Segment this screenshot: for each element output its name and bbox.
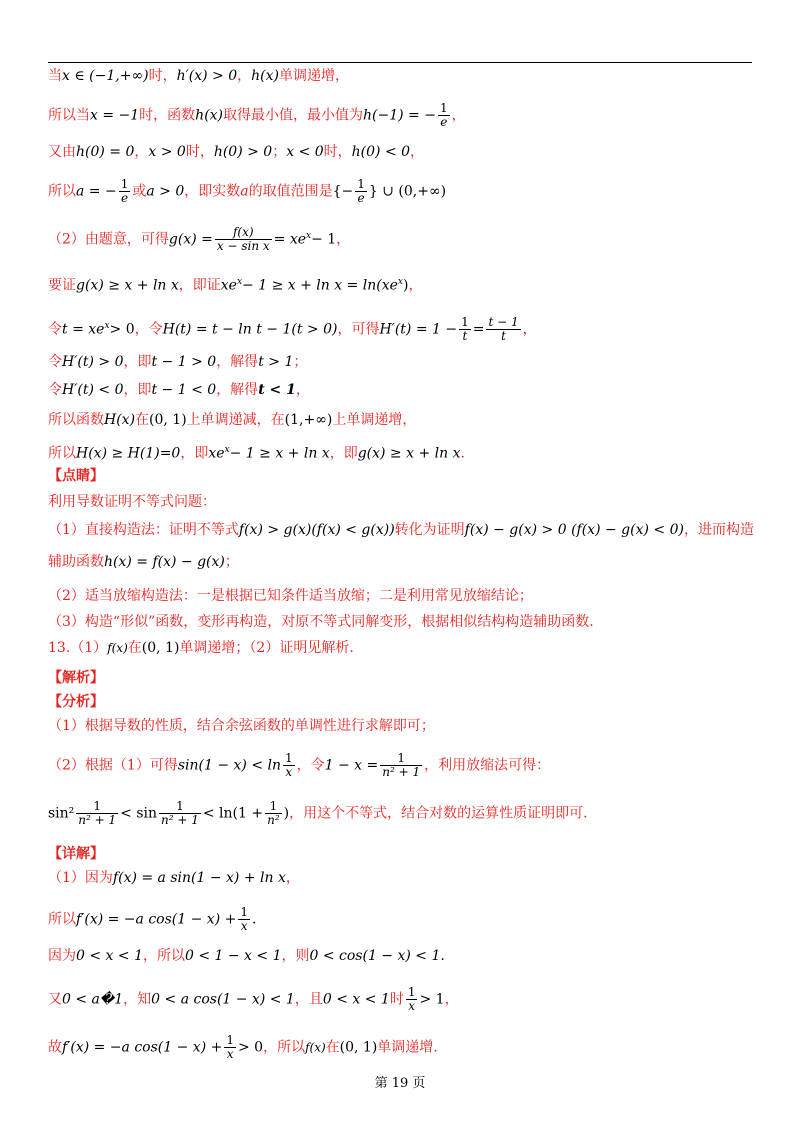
text-line: （3）构造“形似”函数，变形再构造，对原不等式同解变形，根据相似结构构造辅助函数. (48, 614, 594, 630)
top-rule (48, 62, 752, 63)
fraction: $\frac{1}{e}$ (439, 101, 448, 129)
section-heading: 【解析】 (48, 670, 104, 686)
section-heading: 【详解】 (48, 846, 104, 862)
fraction: $\frac{1}{\text{n² + 1}}$ (382, 751, 421, 779)
fraction: $\frac{1}{e}$ (357, 177, 365, 205)
section-heading: 【点睛】 (48, 468, 104, 484)
text-line: 所以函数H(x)在(0, 1)上单调递减，在(1,+∞)上单调递增， (48, 412, 417, 428)
text-line: 又0 < a�1，知0 < a cos(1 − x) < 1，且0 < x < 1时 $\frac{1}{x}$ > 1， (48, 985, 459, 1013)
section-heading: 【分析】 (48, 694, 104, 710)
fraction: $\frac{f(x)}{\text{x − sin x}}$ (216, 225, 270, 254)
text-line: （1）因为f(x) = a sin(1 − x) + ln x， (48, 870, 300, 886)
fraction: $\frac{1}{\text{n²}}$ (267, 799, 280, 827)
text-line: 所以a = − $\frac{1}{e}$ 或a > 0，即实数a的取值范围是{− $\frac{1}{e}$ } ∪ (0,+∞) (48, 177, 447, 205)
fraction: $\frac{1}{x}$ (226, 1033, 234, 1061)
text-line: 要证g(x) ≥ x + ln x，即证$xe^x- 1 \ge x + \ln x = \ln(xe^x)$， (48, 277, 423, 294)
fraction: $\frac{t - 1}{t}$ (488, 315, 519, 344)
text-line: 辅助函数h(x) = f(x) − g(x)； (48, 554, 239, 570)
text-line: 所以f′(x) = −a cos(1 − x) + $\frac{1}{x}$ . (48, 905, 257, 933)
fraction: $\frac{1}{x}$ (407, 985, 416, 1013)
text-line: （1）直接构造法：证明不等式f(x) > g(x)(f(x) < g(x))转化为证明f(x) − g(x) > 0 (f(x) − g(x) < 0)，进而构造 (48, 522, 754, 538)
text-line: 令H′(t) < 0，即t − 1 < 0，解得t < 1， (48, 382, 310, 398)
text-line: （2）由题意，可得g(x) = $\frac{f(x)}{\text{x − sin x}}$ = $xe^x- 1$， (48, 225, 351, 254)
text-line: 因为0 < x < 1，所以0 < 1 − x < 1，则0 < cos(1 − x) < 1. (48, 948, 445, 964)
fraction: $\frac{1}{x}$ (285, 751, 293, 779)
text-line: 故f′(x) = −a cos(1 − x) + $\frac{1}{x}$ > 0，所以f(x)在(0, 1)单调递增. (48, 1033, 438, 1061)
fraction: $\frac{1}{\text{n² + 1}}$ (161, 799, 199, 827)
page-number: 第 19 页 (374, 1076, 426, 1091)
fraction: $\frac{1}{e}$ (120, 177, 129, 205)
text-line: 当x ∈ (−1,+∞)时，h′(x) > 0，h(x)单调递增， (48, 68, 349, 84)
text-line: sin² $\frac{1}{\text{n² + 1}}$ < sin $\frac{1}{\text{n² + 1}}$ < ln(1 + $\frac{1}{\text{n²}}$ )，用这个不等式，结合对数的运算性质证明即可. (48, 799, 588, 827)
text-line: 令H′(t) > 0，即t − 1 > 0，解得t > 1； (48, 354, 308, 370)
text-line: 13.（1）f(x)在(0, 1)单调递增；（2）证明见解析. (48, 640, 354, 656)
text-line: （1）根据导数的性质，结合余弦函数的单调性进行求解即可； (48, 718, 435, 734)
fraction: $\frac{1}{\text{n² + 1}}$ (78, 799, 117, 827)
text-line: （2）适当放缩构造法：一是根据已知条件适当放缩；二是利用常见放缩结论； (48, 588, 533, 604)
text-line: （2）根据（1）可得sin(1 − x) < ln $\frac{1}{x}$ ，令1 − x = $\frac{1}{\text{n² + 1}}$ ，利用放缩法可得： (48, 751, 551, 779)
text-line: 所以H(x) ≥ H(1)=0，即$xe^x- 1 \ge x + \ln x$，即g(x) ≥ x + ln x. (48, 445, 465, 462)
fraction: $\frac{1}{t}$ (461, 315, 469, 344)
text-line: 所以当x = −1时，函数h(x)取得最小值，最小值为h(−1) = − $\frac{1}{e}$ ， (48, 101, 466, 129)
text-line: 利用导数证明不等式问题： (48, 494, 216, 510)
text-line: 令$t = xe^x> 0$，令H(t) = t − ln t − 1(t > 0)，可得H′(t) = 1 − $\frac{1}{t}$ = $\frac{t - 1}{t}$ ， (48, 315, 537, 344)
fraction: $\frac{1}{x}$ (240, 905, 248, 933)
text-line: 又由h(0) = 0，x > 0时，h(0) > 0；x < 0时，h(0) < 0， (48, 144, 425, 160)
